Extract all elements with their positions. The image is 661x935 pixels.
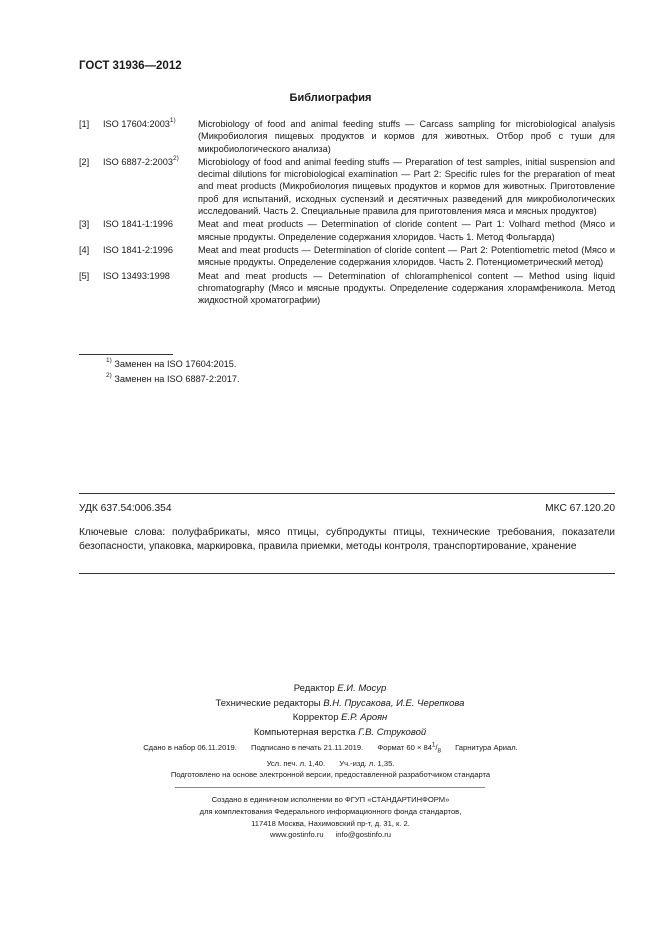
footnote-divider <box>79 354 173 355</box>
bibliography-entry <box>79 156 615 217</box>
footnote-text: Заменен на ISO 6887-2:2017. <box>114 374 240 384</box>
format-prefix: Формат 60 × 84 <box>377 743 432 752</box>
font-info: Гарнитура Ариал. <box>455 743 518 752</box>
printed-sheets: Усл. печ. л. 1,40. <box>266 759 326 769</box>
footnote-mark: 2) <box>106 371 112 379</box>
entry-code <box>103 156 198 217</box>
entry-footnote-mark: 1) <box>169 116 176 124</box>
publication-info-line-2 <box>0 758 661 771</box>
sent-date: Сдано в набор 06.11.2019. <box>143 743 237 752</box>
publisher-block <box>0 794 661 841</box>
editor-label: Редактор <box>293 683 335 694</box>
entry-text: Microbiology of food and animal feeding stuffs — Preparation of test samples, initial suspension and decimal dilutions for microbiological examination — Part 2: Specific rules for the preparation of meat and meat products (Микробиология пищевых продуктов и кормов для животных. Приготовление проб для испытаний, исходных суспензий и десятичных разведений для микробиологических исследований. Часть 2. Специальные правила для приготовления мяса и мясных продуктов) <box>198 156 615 217</box>
classification-top-rule <box>79 493 615 494</box>
bibliography-entry <box>79 270 615 307</box>
entry-code-text: ISO 13493:1998 <box>103 270 170 281</box>
bibliography-entry <box>79 118 615 155</box>
keywords: Ключевые слова: полуфабрикаты, мясо птицы, субпродукты птицы, технические требования, показатели безопасности, упаковка, маркировка, правила приемки, методы контроля, транспортирование, хранение <box>79 527 615 552</box>
corrector-label: Корректор <box>292 712 339 723</box>
publishing-sheets: Уч.-изд. л. 1,35. <box>339 759 395 769</box>
format-fraction-top: 1 <box>431 742 436 749</box>
bibliography-entry <box>79 218 615 243</box>
bibliography-list <box>79 118 615 307</box>
mks-code: МКС 67.120.20 <box>545 503 615 514</box>
document-code: ГОСТ 31936—2012 <box>79 60 182 72</box>
entry-number: [3] <box>79 219 90 230</box>
publication-info-line-1 <box>0 742 661 758</box>
entry-code <box>103 244 198 269</box>
bibliography-entry <box>79 244 615 269</box>
entry-code <box>103 118 198 155</box>
entry-footnote-mark: 2) <box>172 154 179 162</box>
tech-editors-names: В.Н. Прусакова, И.Е. Черепкова <box>323 697 465 709</box>
editor-name: Е.И. Мосур <box>337 683 387 694</box>
format-fraction-bottom: 8 <box>437 747 441 755</box>
entry-text: Microbiology of food and animal feeding stuffs — Carcass sampling for microbiological analysis (Микробиология пищевых продуктов и кормов для животных. Отбор проб с туши для микробиологического анализа) <box>198 119 615 154</box>
layout-label: Компьютерная верстка <box>253 726 356 738</box>
publisher-website: www.gostinfo.ru <box>269 830 324 840</box>
bibliography-title: Библиография <box>289 92 372 104</box>
entry-code-text: ISO 1841-2:1996 <box>103 244 173 255</box>
format-fraction-slash: / <box>435 743 438 752</box>
entry-number: [1] <box>79 119 90 129</box>
layout-line <box>130 726 550 741</box>
footnote-text: Заменен на ISO 17604:2015. <box>114 359 237 369</box>
footnote-2 <box>106 371 240 384</box>
classification-bottom-rule <box>79 573 615 574</box>
publication-info <box>0 742 661 771</box>
publisher-divider <box>175 787 485 788</box>
format <box>377 742 441 755</box>
udk-code: УДК 637.54:006.354 <box>79 503 172 514</box>
corrector-line <box>130 711 550 726</box>
entry-number: [4] <box>79 244 90 255</box>
publisher-contacts <box>0 829 661 841</box>
entry-text: Meat and meat products — Determination of cloride content — Part 2: Potentiometric metod (Мясо и мясные продукты. Определение содержания хлоридов. Часть 2. Потенциометрический метод) <box>198 244 615 268</box>
corrector-name: Е.Р. Ароян <box>341 712 388 723</box>
footnote-1 <box>106 356 237 369</box>
footnote-mark: 1) <box>106 356 112 364</box>
entry-number: [5] <box>79 270 90 281</box>
publisher-line-2: для комплектования Федерального информационного фонда стандартов, <box>199 806 462 816</box>
publisher-line-1: Создано в единичном исполнении во ФГУП «СТАНДАРТИНФОРМ» <box>211 795 450 804</box>
entry-text: Meat and meat products — Determination of chloramphenicol content — Method using liquid chromatography (Мясо и мясные продукты. Определение содержания хлорамфеникола. Метод жидкостной хроматографии) <box>198 270 615 306</box>
entry-code-text: ISO 17604:2003 <box>103 119 170 129</box>
layout-name: Г.В. Струковой <box>358 726 427 738</box>
credits-block <box>130 682 550 740</box>
entry-text: Meat and meat products — Determination of cloride content — Part 1: Volhard method (Мясо и мясные продукты. Определение содержания хлоридов. Часть 1. Метод Фольгарда) <box>198 219 615 242</box>
entry-code-text: ISO 1841-1:1996 <box>103 219 173 230</box>
entry-number: [2] <box>79 156 90 167</box>
editor-line <box>130 682 550 697</box>
entry-code <box>103 270 198 307</box>
entry-code <box>103 218 198 243</box>
signed-date: Подписано в печать 21.11.2019. <box>251 743 364 752</box>
entry-code-text: ISO 6887-2:2003 <box>103 156 173 167</box>
tech-editors-label: Технические редакторы <box>215 697 321 709</box>
tech-editors-line <box>130 697 550 712</box>
publisher-address: 117418 Москва, Нахимовский пр-т, д. 31, к. 2. <box>251 818 410 828</box>
prepared-note: Подготовлено на основе электронной версии, предоставленной разработчиком стандарта <box>170 770 491 779</box>
publisher-email: info@gostinfo.ru <box>335 830 392 840</box>
